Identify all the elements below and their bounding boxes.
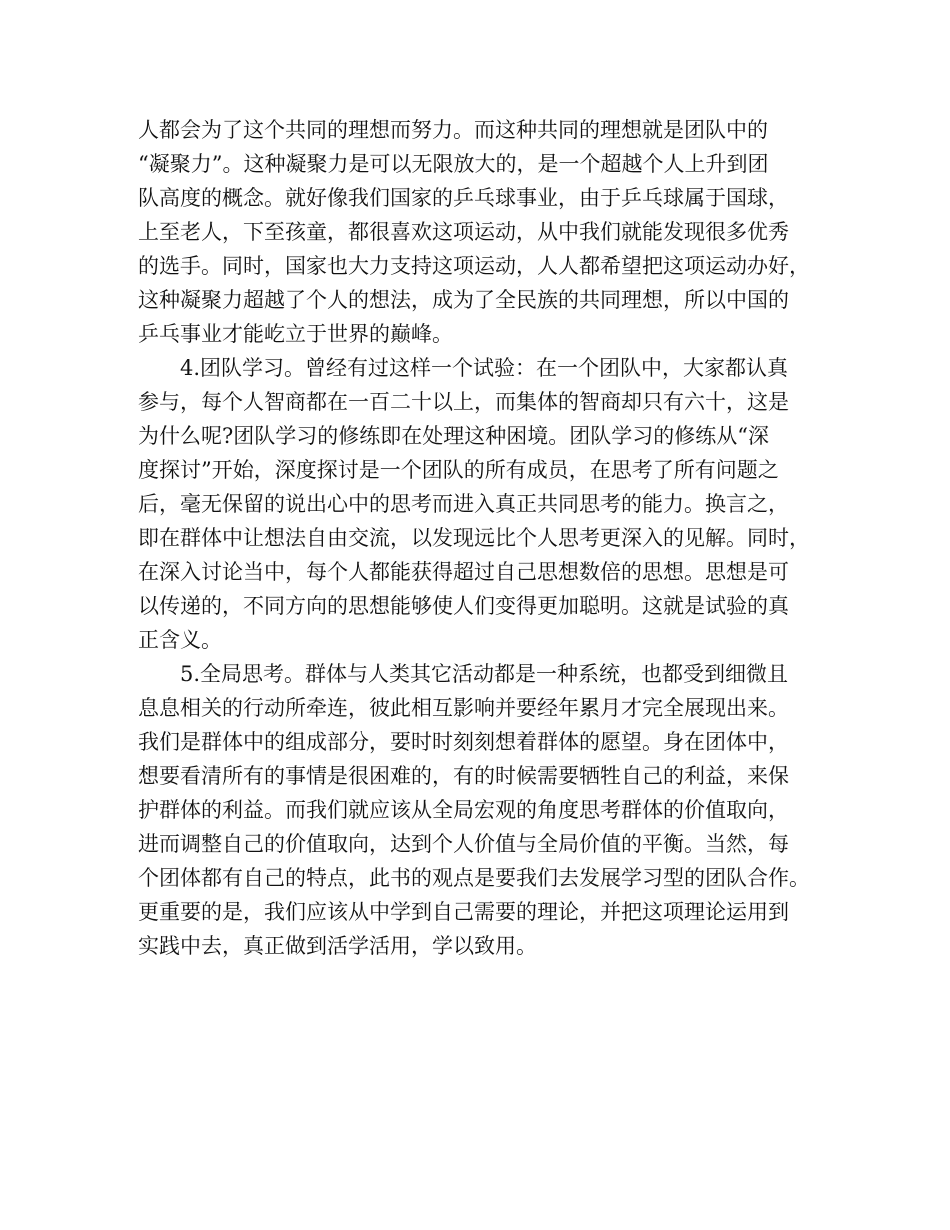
text-line: 护群体的利益。而我们就应该从全局宏观的角度思考群体的价值取向， (138, 798, 789, 822)
text-line: 4.团队学习。曾经有过这样一个试验：在一个团队中，大家都认真 (180, 356, 789, 380)
paragraph-systems-thinking (138, 657, 828, 963)
text-line: 进而调整自己的价值取向，达到个人价值与全局价值的平衡。当然，每 (138, 832, 789, 856)
text-line: 在深入讨论当中，每个人都能获得超过自己思想数倍的思想。思想是可 (138, 560, 789, 584)
text-line: 我们是群体中的组成部分，要时时刻刻想着群体的愿望。身在团体中， (138, 730, 789, 754)
text-line: 的选手。同时，国家也大力支持这项运动，人人都希望把这项运动办好， (138, 254, 810, 278)
text-line: 以传递的，不同方向的思想能够使人们变得更加聪明。这就是试验的真 (138, 594, 789, 618)
text-line: 个团体都有自己的特点，此书的观点是要我们去发展学习型的团队合作。 (138, 866, 810, 890)
text-line: 参与，每个人智商都在一百二十以上，而集体的智商却只有六十，这是 (138, 390, 789, 414)
text-line: 息息相关的行动所牵连，彼此相互影响并要经年累月才完全展现出来。 (138, 696, 789, 720)
document-body (138, 113, 828, 963)
text-line: 人都会为了这个共同的理想而努力。而这种共同的理想就是团队中的 (138, 118, 768, 142)
paragraph-team-learning (138, 351, 828, 657)
paragraph-cohesion (138, 113, 828, 351)
text-line: 度探讨”开始，深度探讨是一个团队的所有成员，在思考了所有问题之 (138, 458, 779, 482)
text-line: 乒乓事业才能屹立于世界的巅峰。 (138, 322, 453, 346)
text-line: 后，毫无保留的说出心中的思考而进入真正共同思考的能力。换言之， (138, 492, 789, 516)
text-line: 5.全局思考。群体与人类其它活动都是一种系统，也都受到细微且 (180, 662, 789, 686)
text-line: 更重要的是，我们应该从中学到自己需要的理论，并把这项理论运用到 (138, 900, 789, 924)
text-line: 上至老人，下至孩童，都很喜欢这项运动，从中我们就能发现很多优秀 (138, 220, 789, 244)
text-line: 正含义。 (138, 628, 222, 652)
text-line: 想要看清所有的事情是很困难的，有的时候需要牺牲自己的利益，来保 (138, 764, 789, 788)
text-line: 即在群体中让想法自由交流，以发现远比个人思考更深入的见解。同时， (138, 526, 810, 550)
text-line: “凝聚力”。这种凝聚力是可以无限放大的，是一个超越个人上升到团 (138, 152, 769, 176)
text-line: 这种凝聚力超越了个人的想法，成为了全民族的共同理想，所以中国的 (138, 288, 789, 312)
text-line: 队高度的概念。就好像我们国家的乒乓球事业，由于乒乓球属于国球， (138, 186, 789, 210)
text-line: 为什么呢?团队学习的修练即在处理这种困境。团队学习的修练从“深 (138, 424, 769, 448)
text-line: 实践中去，真正做到活学活用，学以致用。 (138, 934, 537, 958)
